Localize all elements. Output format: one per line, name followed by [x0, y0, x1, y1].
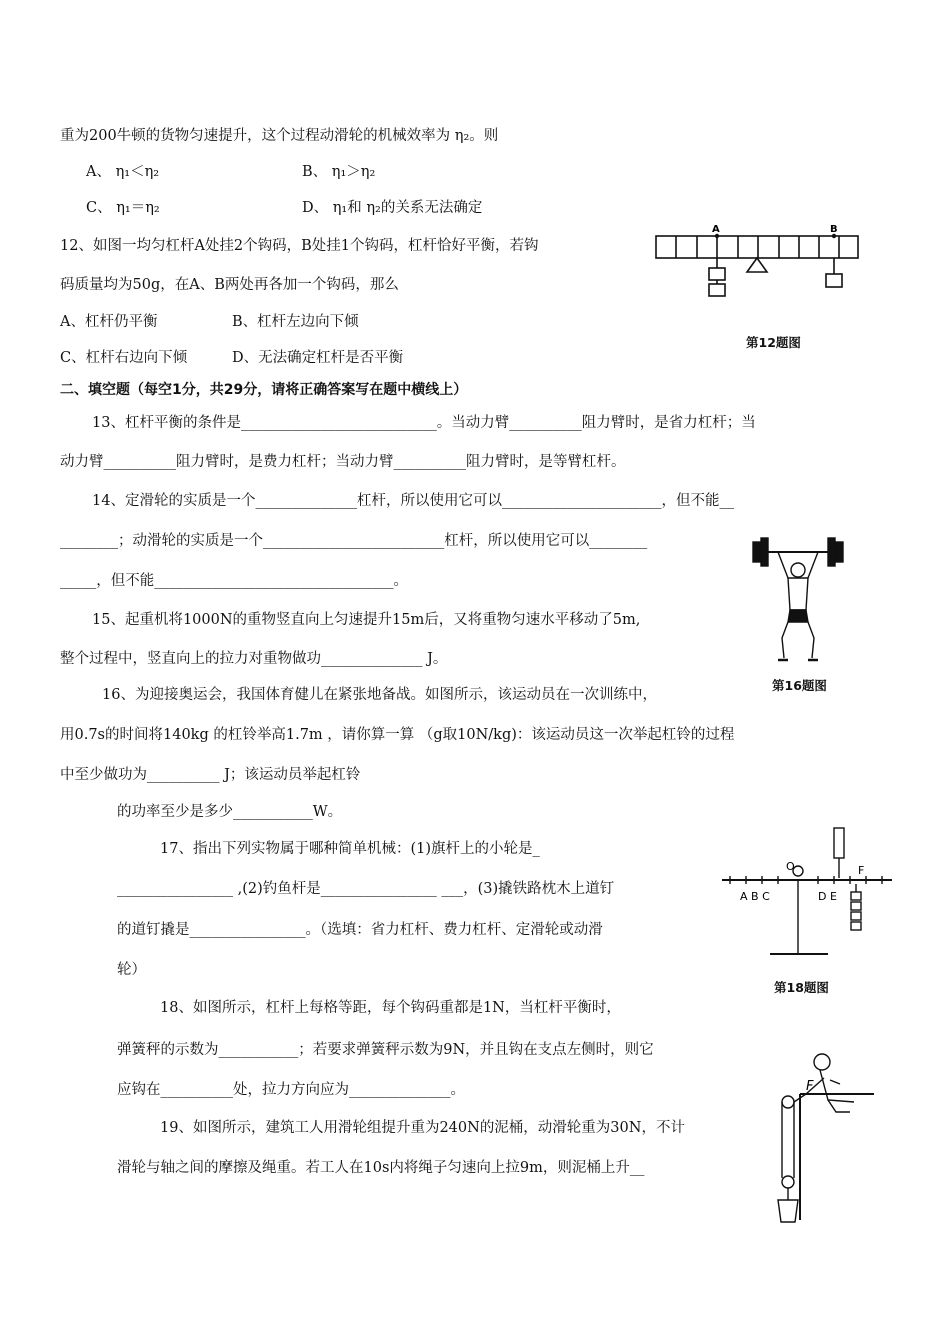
- option-a-12: A、杠杆仍平衡: [60, 314, 158, 330]
- question-15-cont: 整个过程中，竖直向上的拉力对重物做功______________ J。: [60, 651, 448, 667]
- option-b-12: B、杠杆左边向下倾: [232, 314, 359, 330]
- question-18-end: 应钩在__________处，拉力方向应为______________。: [117, 1082, 465, 1098]
- question-19: 19、如图所示，建筑工人用滑轮组提升重为240N的泥桶，动滑轮重为30N，不计: [160, 1120, 685, 1136]
- question-14-cont: ________；动滑轮的实质是一个_________________________杠杆，所以使用它可以________: [60, 533, 648, 549]
- question-15: 15、起重机将1000N的重物竖直向上匀速提升15m后，又将重物匀速水平移动了5m,: [92, 612, 641, 628]
- label-de: D E: [818, 890, 837, 903]
- question-16-blank-1: 中至少做功为__________ J；该运动员举起杠铃: [60, 767, 361, 783]
- caption-fig-16: 第16题图: [772, 678, 827, 693]
- question-18: 18、如图所示，杠杆上每格等距，每个钩码重都是1N，当杠杆平衡时，: [160, 1000, 621, 1016]
- question-17-end: 轮）: [117, 962, 146, 978]
- label-a: A: [712, 224, 720, 235]
- question-16: 16、为迎接奥运会，我国体育健儿在紧张地备战。如图所示，该运动员在一次训练中，: [102, 687, 657, 703]
- label-b: B: [830, 224, 838, 235]
- section-heading: 二、填空题（每空1分，共29分，请将正确答案写在题中横线上）: [60, 382, 468, 398]
- option-d-12: D、无法确定杠杆是否平衡: [232, 350, 404, 366]
- label-abc: A B C: [740, 890, 770, 903]
- question-13: 13、杠杆平衡的条件是___________________________。当动力臂__________阻力臂时，是省力杠杆；当: [92, 415, 756, 431]
- question-19-cont: 滑轮与轴之间的摩擦及绳重。若工人在10s内将绳子匀速向上拉9m，则泥桶上升__: [117, 1160, 645, 1176]
- question-14-end: _____，但不能_________________________________。: [60, 573, 408, 589]
- label-f: F: [858, 864, 865, 877]
- option-c-11: C、 η₁＝η₂: [86, 200, 160, 216]
- question-18-cont: 弹簧秤的示数为___________；若要求弹簧秤示数为9N，并且钩在支点左侧时，则它: [117, 1042, 654, 1058]
- lever-figure-12: [652, 222, 862, 304]
- pulley-figure-19: [770, 1050, 880, 1230]
- caption-fig-18: 第18题图: [774, 980, 829, 995]
- question-17: 17、指出下列实物属于哪种简单机械：(1)旗杆上的小轮是_: [160, 841, 540, 857]
- question-16-cont: 用0.7s的时间将140kg 的杠铃举高1.7m ，请你算一算 （g取10N/kg)：该运动员这一次举起杠铃的过程: [60, 727, 735, 743]
- question-14: 14、定滑轮的实质是一个______________杠杆，所以使用它可以______________________，但不能__: [92, 493, 734, 509]
- weightlifter-figure-16: [748, 530, 858, 670]
- lever-figure-18: [720, 826, 895, 971]
- question-16-blank-2: 的功率至少是多少___________W。: [117, 804, 343, 820]
- text-line-1: 重为200牛顿的货物匀速提升，这个过程动滑轮的机械效率为 η₂。则: [60, 128, 499, 144]
- label-f-19: F: [806, 1079, 814, 1094]
- caption-fig-12: 第12题图: [746, 335, 801, 350]
- question-12-cont: 码质量均为50g，在A、B两处再各加一个钩码，那么: [60, 277, 399, 293]
- question-17-cont: ________________ ,(2)钓鱼杆是________________ ___，(3)撬铁路枕木上道钉: [117, 881, 615, 897]
- question-13-cont: 动力臂__________阻力臂时，是费力杠杆；当动力臂__________阻力臂时，是等臂杠杆。: [60, 454, 626, 470]
- label-o: O: [786, 860, 795, 873]
- option-c-12: C、杠杆右边向下倾: [60, 350, 188, 366]
- option-b-11: B、 η₁＞η₂: [302, 164, 376, 180]
- question-17-cont-2: 的道钉撬是________________。（选填：省力杠杆、费力杠杆、定滑轮或动滑: [117, 922, 603, 938]
- question-12: 12、如图一均匀杠杆A处挂2个钩码，B处挂1个钩码，杠杆恰好平衡，若钩: [60, 238, 539, 254]
- option-d-11: D、 η₁和 η₂的关系无法确定: [302, 200, 483, 216]
- option-a-11: A、 η₁＜η₂: [86, 164, 160, 180]
